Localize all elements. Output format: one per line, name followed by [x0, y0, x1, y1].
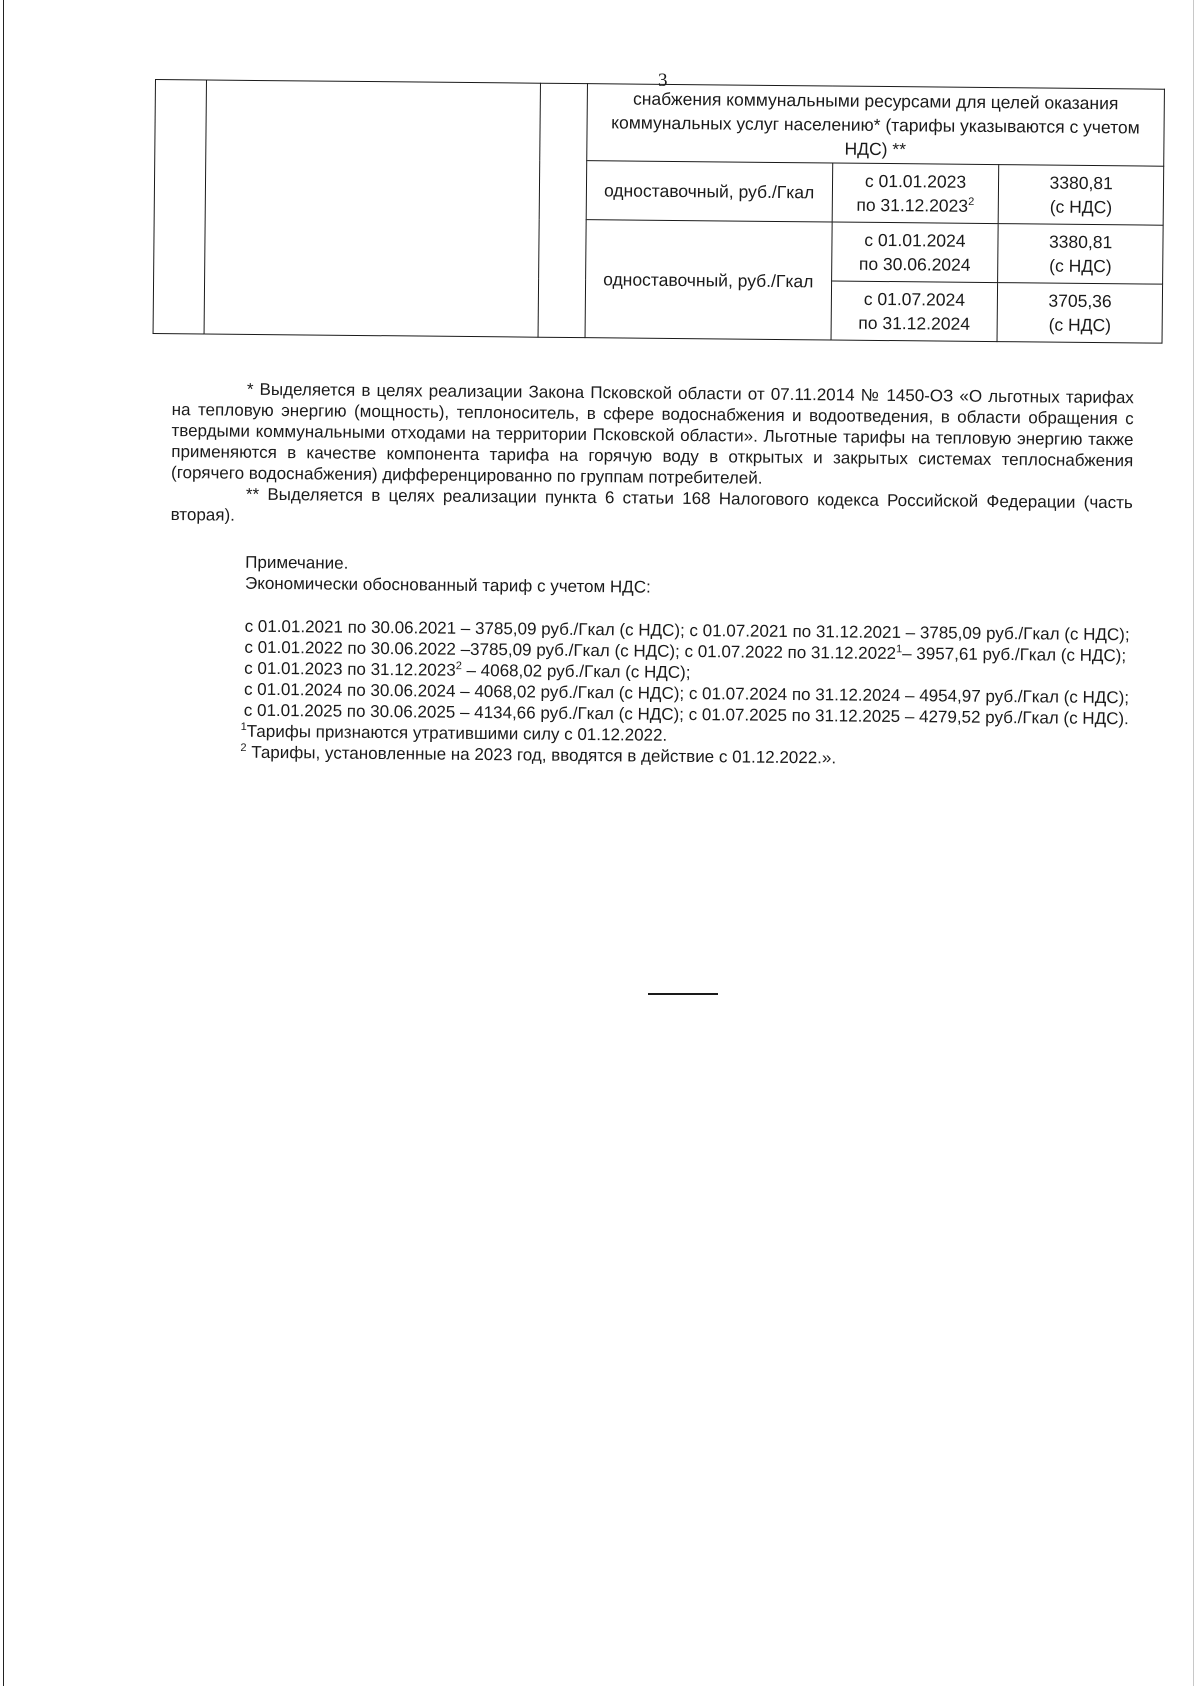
table-row: [155, 80, 1165, 167]
tariff-type-cell: одноставочный, руб./Гкал: [586, 161, 832, 222]
footnote-1: $^1$Тарифы признаются утратившими силу с 01.12.2022.: [240, 721, 668, 745]
tariff-value-note: (с НДС): [1049, 255, 1112, 277]
note-line-2021: с 01.01.2021 по 30.06.2021 – 3785,09 руб./Гкал (с НДС); с 01.07.2021 по 31.12.2021 – 3785,09 руб./Гкал (с НДС);: [244, 616, 1130, 645]
scan-edge-right: [1193, 0, 1194, 1686]
note-line-2024: с 01.01.2024 по 30.06.2024 – 4068,02 руб./Гкал (с НДС); с 01.07.2024 по 31.12.2024 – 4954,97 руб./Гкал (с НДС);: [243, 679, 1130, 708]
period-to: по 30.06.2024: [858, 253, 971, 275]
value-cell: [998, 165, 1163, 226]
note-line-2025: с 01.01.2025 по 30.06.2025 – 4134,66 руб./Гкал (с НДС); с 01.07.2025 по 31.12.2025 – 4279,52 руб./Гкал (с НДС).: [243, 700, 1129, 729]
note-heading: Примечание.: [245, 552, 349, 573]
tariff-value: 3380,81: [1048, 231, 1113, 253]
period-from: с 01.01.2024: [864, 229, 966, 251]
table-cell-empty-2: [204, 80, 540, 337]
footnote-star1: * Выделяется в целях реализации Закона Псковской области от 07.11.2014 № 1450-ОЗ «О льготных тарифах на тепловую энергию (мощность), теплоноситель, в сфере водоснабжения и водоотведения, в области обращения с твердыми коммунальными отходами на территории Псковской области». Льготные тарифы на тепловую энергию также применяются в качестве компонента тарифа на горячую воду в открытых и закрытых системах теплоснабжения (горячего водоснабжения) дифференцированно по группам потребителей.: [171, 379, 1134, 488]
table-cell-empty-1: [153, 80, 207, 334]
tariff-value: 3705,36: [1048, 290, 1112, 312]
tariff-value: 3380,81: [1049, 172, 1113, 194]
period-to: по 31.12.2023$^2$: [856, 194, 975, 216]
tariff-table: [153, 79, 1165, 344]
value-cell: [997, 283, 1162, 344]
notes-section: [168, 378, 1134, 771]
table-cell-empty-3: [538, 83, 587, 337]
note-subheading: Экономически обоснованный тариф с учетом НДС:: [244, 573, 651, 597]
scan-edge-left: [3, 0, 4, 1686]
period-from: с 01.01.2023: [864, 170, 967, 192]
tariff-value-note: (с НДС): [1048, 314, 1112, 336]
period-cell: [832, 163, 999, 224]
period-to: по 31.12.2024: [858, 312, 971, 334]
period-from: с 01.07.2024: [863, 288, 966, 310]
table-header-cell: снабжения коммунальными ресурсами для целей оказания коммунальных услуг населению* (тарифы указываются с учетом НДС) **: [587, 84, 1165, 167]
period-cell: [831, 222, 998, 283]
note-line-2022: с 01.01.2022 по 30.06.2022 –3785,09 руб./Гкал (с НДС); с 01.07.2022 по 31.12.2022$^1$– 3957,61 руб./Гкал (с НДС);: [244, 637, 1127, 666]
page-number: 3: [658, 70, 668, 91]
note-line-2023: с 01.01.2023 по 31.12.2023$^2$ – 4068,02 руб./Гкал (с НДС);: [244, 658, 691, 682]
end-separator: [648, 993, 718, 995]
tariff-type-cell: одноставочный, руб./Гкал: [585, 220, 832, 340]
tariff-value-note: (с НДС): [1049, 196, 1113, 218]
period-cell: [831, 281, 998, 342]
footnote-star2: ** Выделяется в целях реализации пункта 6 статьи 168 Налогового кодекса Российской Федерации (часть вторая).: [170, 484, 1133, 525]
value-cell: [998, 224, 1163, 285]
footnote-2: $^2$ Тарифы, установленные на 2023 год, вводятся в действие с 01.12.2022.».: [240, 742, 837, 768]
